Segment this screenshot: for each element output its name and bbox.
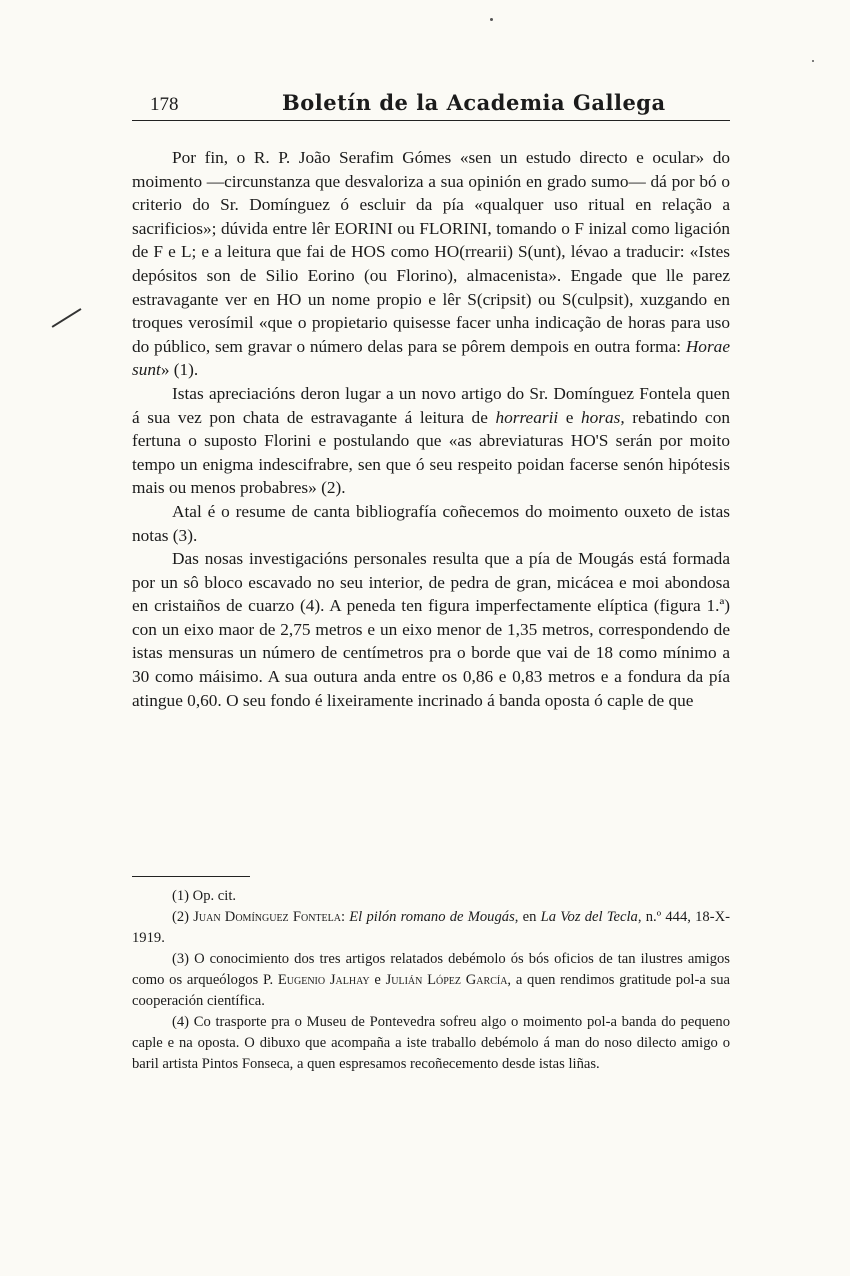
- footnote-text: , a quen rendimos gratitude pol-a sua cooperación científica.: [132, 972, 730, 1009]
- paragraph: Das nosas investigacións personales resulta que a pía de Mougás está formada por un sô bloco escavado no seu interior, de pedra de gran, micácea e moi abondosa en cristaiños de cuarzo (4). A peneda ten figura imperfectamente elíptica (figura 1.ª) con un eixo maor de 2,75 metros e un eixo menor de 1,35 metros, correspondendo de istas mensuras un número de centímetros pra o borde que vai de 18 como mínimo a 30 como máisimo. A sua outura anda entre os 0,86 e 0,83 metros e a fondura da pía atingue 0,60. O seu fondo é lixeiramente incrinado á banda oposta ó caple de que: [132, 549, 730, 710]
- footnote-number: (2): [172, 909, 194, 925]
- footnote-name: Eugenio Jalhay: [277, 972, 370, 988]
- paragraph-text: » (1).: [160, 360, 199, 380]
- footnote-name: Julián López García: [385, 972, 508, 988]
- footnote-text: (3) O conocimiento dos tres artigos relatados debémolo ós bós oficios de tan ilustres amigos como os arqueólogos P.: [132, 951, 730, 988]
- footnote-2: [132, 907, 730, 949]
- margin-pen-mark: [52, 308, 82, 327]
- paragraph: Atal é o resume de canta bibliografía coñecemos do moimento ouxeto de istas notas (3).: [132, 501, 730, 545]
- footnote-text: , en: [514, 909, 541, 925]
- running-title: Boletín de la Academia Gallega: [282, 90, 666, 115]
- footnote-3: [132, 949, 730, 1012]
- footnote-title: El pilón romano de Mougás: [349, 909, 515, 925]
- footnote-4: (4) Co trasporte pra o Museu de Pontevedra sofreu algo o moimento pol-a banda do pequeno caple e na oposta. O dibuxo que acompaña a iste traballo debémolo á man do noso dilecto amigo o baril artista Pintos Fonseca, a quen espresamos recoñecemento desde istas liñas.: [132, 1014, 730, 1072]
- footnote-text: , n.º 444, 18-X-1919.: [132, 909, 730, 946]
- footnote-rule: [132, 876, 250, 877]
- running-header: [132, 88, 730, 121]
- paragraph-text: Istas apreciacións deron lugar a un novo artigo do Sr. Domínguez Fontela quen á sua vez pon chata de estravagante á leitura de: [132, 383, 730, 427]
- paragraph: [132, 146, 730, 382]
- paragraph-text: rebatindo con fertuna o suposto Florini e postulando que «as abreviaturas HO'S serán por moito tempo un enigma indescifrabre, sen que ó seu respeito poidan facerse senón hipótesis mais ou menos probabres» (2).: [132, 407, 730, 498]
- paper-speck: [812, 60, 814, 62]
- italic-phrase: Horae sunt: [132, 336, 730, 380]
- footnote-journal: La Voz del Tecla: [540, 909, 638, 925]
- paragraph: [132, 382, 730, 500]
- italic-word: horas,: [580, 407, 625, 427]
- footnote-author: Juan Domínguez Fontela: [193, 909, 341, 925]
- main-text: [132, 146, 730, 712]
- paragraph-text: e: [558, 407, 581, 427]
- page-number: 178: [150, 94, 179, 115]
- paragraph-text: Por fin, o R. P. João Serafim Gómes «sen un estudo directo e ocular» do moimento —circunstanza que desvaloriza a sua opinión en grado sumo— dá por bó o criterio do Sr. Domínguez ó escluir da pía «qualquer uso ritual en relação a sacrificios»; dúvida entre lêr EORINI ou FLORINI, tomando o F inizal como ligación de F e L; e a leitura que fai de HOS como HO(rrearii) S(unt), lévao a traducir: «Istes depósitos son de Silio Eorino (ou Florino), almacenista». Engade que lle parez estravagante ver en HO un nome propio e lêr S(cripsit) ou S(culpsit), xuzgando en troques verosímil «que o propietario quisesse facer unha indicação de horas para uso do público, sem gravar o número delas para se pôrem dempois en outra forma:: [132, 148, 730, 356]
- footnote-1: (1) Op. cit.: [172, 888, 237, 904]
- italic-word: horrearii: [495, 407, 559, 427]
- paper-speck: [490, 18, 493, 21]
- footnote-text: e: [369, 972, 386, 988]
- footnote-text: :: [340, 909, 350, 925]
- footnotes: [132, 886, 730, 1075]
